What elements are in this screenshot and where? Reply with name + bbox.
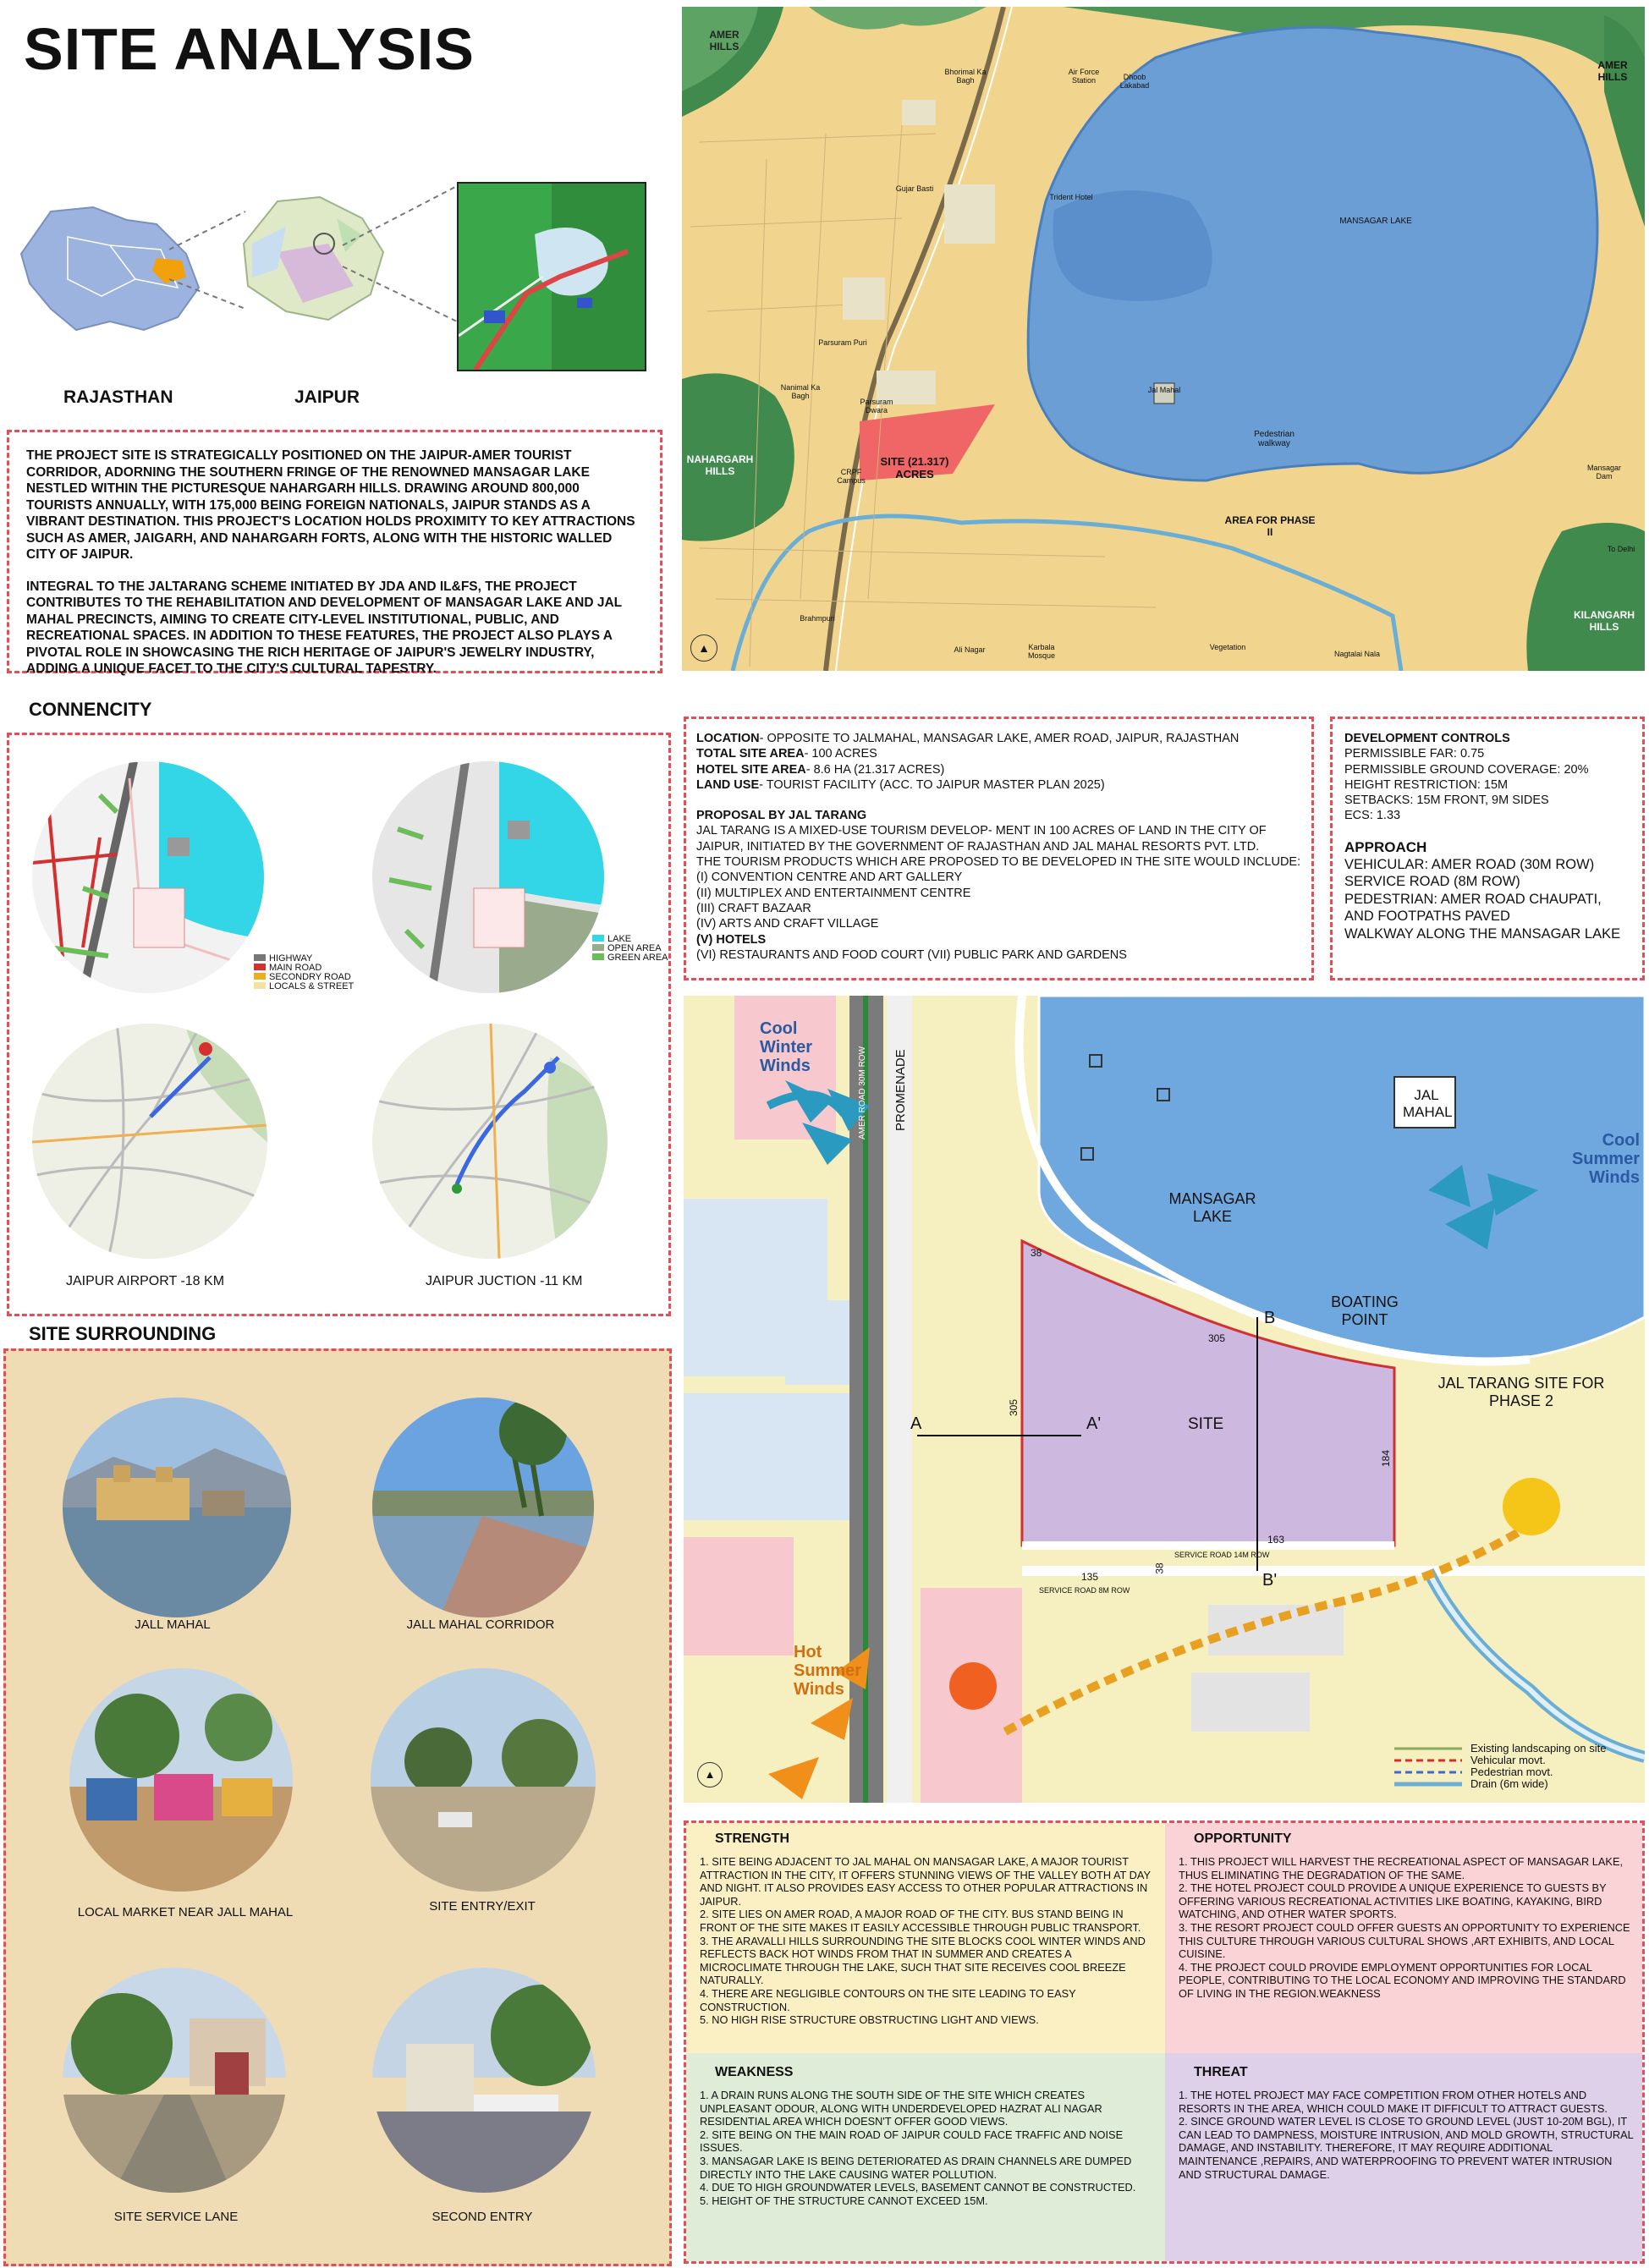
service-road-label: SERVICE ROAD 14M ROW	[1174, 1551, 1270, 1559]
land-use-row: LAND USE- TOURIST FACILITY (ACC. TO JAIPUR MASTER PLAN 2025)	[696, 777, 1105, 792]
threat-panel	[1165, 2053, 1645, 2264]
site-zoom-map	[457, 182, 646, 371]
threat-text: 1. THE HOTEL PROJECT MAY FACE COMPETITION FROM OTHER HOTELS AND RESORTS IN THE AREA, WHICH COULD MAKE IT DIFFICULT TO ATTRACT GUESTS. 2. SINCE GROUND WATER LEVEL IS CLOSE TO GROUND LEVEL (JUST 10-20M BGL), IT CAN LEAD TO DAMPNESS, MOISTURE INTRUSION, AND MOLD GROWTH, STRUCTURAL DAMAGE, AND INSTABILITY. THEREFORE, IT MAY REQUIRE ADDITIONAL MAINTENANCE ,REPAIRS, AND WATERPROOFING TO PREVENT WATER INTRUSION AND STRUCTURAL DAMAGE.	[1179, 2089, 1634, 2181]
north-arrow-icon: ▲	[690, 634, 717, 662]
approach-heading: APPROACH	[1344, 838, 1427, 855]
place-label: CRPF Campus	[837, 468, 866, 485]
nahargarh-hills-label: NAHARGARH HILLS	[686, 453, 754, 477]
place-label: Karbala Mosque	[1027, 643, 1056, 660]
photo-label: SITE ENTRY/EXIT	[429, 1899, 536, 1914]
place-label: Dhoob Lakabad	[1119, 73, 1150, 90]
photo-site-service-lane	[63, 1968, 286, 2193]
swot-box	[684, 1820, 1645, 2264]
photo-second-entry	[372, 1968, 596, 2193]
promenade-label: PROMENADE	[893, 1049, 908, 1131]
airport-route-map	[32, 1024, 267, 1259]
legend-item: Existing landscaping on site	[1470, 1742, 1607, 1755]
site-info-box	[684, 717, 1314, 980]
service-road-label: SERVICE ROAD 8M ROW	[1039, 1586, 1130, 1595]
cool-summer-winds-label: Cool Summer Winds	[1571, 1131, 1640, 1187]
photo-jal-mahal	[63, 1398, 291, 1617]
strength-text: 1. SITE BEING ADJACENT TO JAL MAHAL ON MANSAGAR LAKE, A MAJOR TOURIST ATTRACTION IN THE CITY, IT OFFERS STUNNING VIEWS OF THE VALLEY BOTH AT DAY AND NIGHT. IT ALSO PROVIDES EASY ACCESS TO OTHER POPULAR ATTRACTIONS IN JAIPUR. 2. SITE LIES ON AMER ROAD, A MAJOR ROAD OF THE CITY. BUS STAND BEING IN FRONT OF THE SITE MAKES IT EASILY ACCESSIBLE THROUGH PUBLIC TRANSPORT. 3. THE ARAVALLI HILLS SURROUNDING THE SITE BLOCKS COOL WINTER WINDS AND REFLECTS BACK HOT WINDS FROM THAT IN SUMMER AND CREATES A MICROCLIMATE THROUGH THE LAKE, SUCH THAT SITE RECEIVES COOL BREEZE NATURALLY. 4. THERE ARE NEGLIGIBLE CONTOURS ON THE SITE LEADING TO EASY CONSTRUCTION. 5. NO HIGH RISE STRUCTURE OBSTRUCTING LIGHT AND VIEWS.	[700, 1855, 1151, 2027]
product-item: (II) MULTIPLEX AND ENTERTAINMENT CENTRE	[696, 886, 971, 900]
approach-item: VEHICULAR: AMER ROAD (30M ROW)	[1344, 856, 1595, 872]
place-label: Bhorimal Ka Bagh	[944, 68, 987, 85]
section-marker: A	[910, 1414, 922, 1433]
cool-winter-winds-label: Cool Winter Winds	[760, 1019, 813, 1075]
legend-item: Vehicular movt.	[1470, 1754, 1546, 1766]
hot-summer-winds-label: Hot Summer Winds	[794, 1643, 862, 1699]
jal-mahal-label: JAL MAHAL	[1403, 1087, 1453, 1120]
photo-label: SECOND ENTRY	[431, 2210, 533, 2224]
control-item: SETBACKS: 15M FRONT, 9M SIDES	[1344, 794, 1549, 808]
control-item: PERMISSIBLE GROUND COVERAGE: 20%	[1344, 762, 1589, 777]
road-network-map	[32, 761, 264, 993]
dimension-label: 38	[1153, 1562, 1166, 1574]
product-item: (IV) ARTS AND CRAFT VILLAGE	[696, 917, 879, 931]
place-label: Air Force Station	[1068, 68, 1100, 85]
legend-item: Pedestrian movt.	[1470, 1766, 1553, 1778]
opportunity-text: 1. THIS PROJECT WILL HARVEST THE RECREATIONAL ASPECT OF MANSAGAR LAKE, THUS ELIMINATING THE DEGRADATION OF THE SAME. 2. THE HOTEL PROJECT COULD PROVIDE A UNIQUE EXPERIENCE TO GUESTS BY OFFERING VARIOUS RECREATIONAL ACTIVITIES LIKE BOATING, KAYAKING, BIRD WATCHING, AND OTHER WATER SPORTS. 3. THE RESORT PROJECT COULD OFFER GUESTS AN OPPORTUNITY TO EXPERIENCE THIS CULTURE THROUGH VARIOUS CULTURAL SHOWS ,ART EXHIBITS, AND LOCAL CUISINE. 4. THE PROJECT COULD PROVIDE EMPLOYMENT OPPORTUNITIES FOR LOCAL PEOPLE, CONTRIBUTING TO THE LOCAL ECONOMY AND IMPROVING THE STANDARD OF LIVING IN THE REGION.WEAKNESS	[1179, 1855, 1630, 2000]
legend-item-main-road: MAIN ROAD	[254, 964, 354, 973]
boating-point-label: BOATING POINT	[1331, 1293, 1399, 1328]
products-intro: THE TOURISM PRODUCTS WHICH ARE PROPOSED TO BE DEVELOPED IN THE SITE WOULD INCLUDE:	[696, 855, 1301, 870]
connectivity-heading: CONNENCITY	[29, 699, 152, 720]
weakness-heading: WEAKNESS	[715, 2065, 794, 2079]
climate-site-plan	[684, 996, 1645, 1803]
product-item: (VI) RESTAURANTS AND FOOD COURT (VII) PUBLIC PARK AND GARDENS	[696, 947, 1127, 962]
photo-jal-mahal-corridor	[372, 1398, 594, 1617]
road-legend	[254, 954, 354, 991]
photo-label: JALL MAHAL CORRIDOR	[406, 1617, 555, 1632]
legend-item-open-area: OPEN AREA	[592, 944, 668, 953]
site-area-label: SITE (21.317) ACRES	[880, 455, 949, 481]
intro-paragraph-1: THE PROJECT SITE IS STRATEGICALLY POSITIONED ON THE JAIPUR-AMER TOURIST CORRIDOR, ADORNING THE SOUTHERN FRINGE OF THE RENOWNED MANSAGAR LAKE NESTLED WITHIN THE PICTURESQUE NAHARGARH HILLS. DRAWING AROUND 800,000 TOURISTS ANNUALLY, WITH 175,000 BEING FOREIGN NATIONALS, JAIPUR STANDS AS A VIBRANT DESTINATION. THIS PROJECT'S LOCATION HOLDS PROXIMITY TO KEY ATTRACTIONS SUCH AS AMER, JAIGARH, AND NAHARGARH FORTS, ALONG WITH THE HISTORIC WALLED CITY OF JAIPUR.	[26, 448, 635, 562]
strength-panel	[686, 1823, 1165, 2053]
zoom-guide-lines	[152, 186, 457, 321]
approach-item: AND FOOTPATHS PAVED	[1344, 909, 1510, 925]
opportunity-heading: OPPORTUNITY	[1194, 1831, 1292, 1846]
control-item: HEIGHT RESTRICTION: 15M	[1344, 777, 1509, 792]
dimension-label: 38	[1031, 1247, 1042, 1259]
controls-box	[1330, 717, 1645, 980]
dimension-label: 163	[1267, 1534, 1285, 1546]
approach-item: SERVICE ROAD (8M ROW)	[1344, 874, 1520, 890]
total-area-row: TOTAL SITE AREA- 100 ACRES	[696, 747, 877, 761]
land-legend	[592, 935, 668, 963]
photo-label: LOCAL MARKET NEAR JALL MAHAL	[77, 1905, 294, 1919]
controls-heading: DEVELOPMENT CONTROLS	[1344, 732, 1510, 745]
weakness-text: 1. A DRAIN RUNS ALONG THE SOUTH SIDE OF THE SITE WHICH CREATES UNPLEASANT ODOUR, ALONG WITH UNDERDEVELOPED HAZRAT ALI NAGAR RESIDENTIAL AREA WHICH DOESN'T OFFER GOOD VIEWS. 2. SITE BEING ON THE MAIN ROAD OF JAIPUR COULD FACE TRAFFIC AND NOISE ISSUES. 3. MANSAGAR LAKE IS BEING DETERIORATED AS DRAIN CHANNELS ARE DUMPED DIRECTLY INTO THE LAKE CAUSING WATER POLLUTION. 4. DUE TO HIGH GROUNDWATER LEVELS, BASEMENT CANNOT BE CONSTRUCTED. 5. HEIGHT OF THE STRUCTURE CANNOT EXCEED 15M.	[700, 2089, 1136, 2207]
legend-item-locals-street: LOCALS & STREET	[254, 982, 354, 991]
dimension-label: 305	[1008, 1398, 1020, 1417]
junction-route-map	[372, 1024, 607, 1259]
site-label: SITE	[1188, 1415, 1224, 1433]
place-label: Brahmpuri	[800, 614, 835, 623]
location-row: LOCATION- OPPOSITE TO JALMAHAL, MANSAGAR LAKE, AMER ROAD, JAIPUR, RAJASTHAN	[696, 732, 1239, 745]
approach-item: PEDESTRIAN: AMER ROAD CHAUPATI,	[1344, 891, 1602, 907]
jaipur-label: JAIPUR	[294, 387, 360, 407]
place-label: Nanimal Ka Bagh	[780, 383, 821, 400]
phase-2-label: JAL TARANG SITE FOR PHASE 2	[1437, 1375, 1605, 1409]
amer-hills-right-label: AMER HILLS	[1597, 59, 1628, 83]
dimension-label: 184	[1380, 1449, 1393, 1468]
section-marker: A'	[1086, 1414, 1102, 1433]
land-use-map	[372, 761, 604, 993]
section-marker: B'	[1262, 1571, 1278, 1590]
proposal-text: JAL TARANG IS A MIXED-USE TOURISM DEVELOP- MENT IN 100 ACRES OF LAND IN THE CITY OF JAIPUR, INITIATED BY THE GOVERNMENT OF RAJASTHAN AND JAL MAHAL RESORTS PVT. LTD.	[696, 824, 1267, 854]
product-item: (I) CONVENTION CENTRE AND ART GALLERY	[696, 870, 963, 885]
junction-distance-label: JAIPUR JUCTION -11 KM	[426, 1274, 583, 1288]
phase-ii-label: AREA FOR PHASE II	[1224, 514, 1316, 538]
photo-label: JALL MAHAL	[135, 1617, 211, 1632]
legend-item: Drain (6m wide)	[1470, 1777, 1548, 1790]
place-label: Parsuram Puri	[818, 338, 867, 347]
page-title: SITE ANALYSIS	[24, 16, 475, 82]
airport-distance-label: JAIPUR AIRPORT -18 KM	[66, 1274, 225, 1288]
strength-heading: STRENGTH	[715, 1831, 789, 1846]
amer-hills-left-label: AMER HILLS	[709, 29, 739, 52]
section-marker: B	[1264, 1309, 1276, 1327]
rajasthan-label: RAJASTHAN	[63, 387, 173, 407]
dimension-label: 135	[1081, 1571, 1099, 1583]
legend-item-lake: LAKE	[592, 935, 668, 944]
dimension-label: 305	[1208, 1332, 1226, 1344]
place-label: To Delhi	[1607, 545, 1635, 553]
intro-box	[7, 430, 662, 676]
legend-item-highway: HIGHWAY	[254, 954, 354, 964]
intro-paragraph-2: INTEGRAL TO THE JALTARANG SCHEME INITIATED BY JDA AND IL&FS, THE PROJECT CONTRIBUTES TO THE REHABILITATION AND DEVELOPMENT OF MANSAGAR LAKE AND JAL MAHAL PRECINCTS, AIMING TO CREATE CITY-LEVEL INSTITUTIONAL, PUBLIC, AND RECREATIONAL SPACES. IN ADDITION TO THESE FEATURES, THE PROJECT ALSO PLAYS A PIVOTAL ROLE IN SHOWCASING THE RICH HERITAGE OF JAIPUR'S JEWELRY INDUSTRY, ADDING A UNIQUE FACET TO THE CITY'S CULTURAL TAPESTRY.	[26, 579, 622, 676]
place-label: Mansagar Dam	[1586, 464, 1622, 481]
north-arrow-icon: ▲	[697, 1762, 723, 1787]
threat-heading: THREAT	[1194, 2065, 1248, 2079]
surrounding-heading: SITE SURROUNDING	[29, 1323, 217, 1344]
photo-local-market	[69, 1668, 293, 1892]
photo-site-entry	[371, 1668, 596, 1892]
place-label: Parsuram Dwara	[860, 398, 893, 415]
place-label: Nagtalai Nala	[1333, 650, 1381, 658]
amer-road-label: AMER ROAD 30M ROW	[858, 1046, 867, 1139]
place-label: Vegetation	[1209, 643, 1246, 651]
place-label: Ali Nagar	[954, 645, 986, 654]
mansagar-lake-label: MANSAGAR LAKE	[1339, 217, 1412, 226]
control-item: ECS: 1.33	[1344, 809, 1401, 823]
proposal-heading: PROPOSAL BY JAL TARANG	[696, 809, 867, 823]
weakness-panel	[686, 2053, 1165, 2264]
pedestrian-walkway-label: Pedestrian walkway	[1254, 430, 1294, 448]
legend-item-secondary-road: SECONDRY ROAD	[254, 973, 354, 982]
jal-mahal-map-label: Jal Mahal	[1147, 386, 1181, 394]
legend-item-green-area: GREEN AREA	[592, 953, 668, 963]
product-item: (V) HOTELS	[696, 932, 767, 947]
product-item: (III) CRAFT BAZAAR	[696, 901, 811, 915]
control-item: PERMISSIBLE FAR: 0.75	[1344, 747, 1485, 761]
kilangarh-hills-label: KILANGARH HILLS	[1574, 609, 1635, 633]
mansagar-lake-label: MANSAGAR LAKE	[1168, 1190, 1256, 1225]
photo-label: SITE SERVICE LANE	[113, 2210, 239, 2224]
site-info-text	[696, 731, 1301, 963]
place-label: Gujar Basti	[895, 184, 934, 193]
site-location-map	[682, 7, 1645, 671]
approach-item: WALKWAY ALONG THE MANSAGAR LAKE	[1344, 925, 1621, 942]
opportunity-panel	[1165, 1823, 1645, 2053]
hotel-area-row: HOTEL SITE AREA- 8.6 HA (21.317 ACRES)	[696, 762, 945, 777]
place-label: Trident Hotel	[1049, 193, 1093, 201]
